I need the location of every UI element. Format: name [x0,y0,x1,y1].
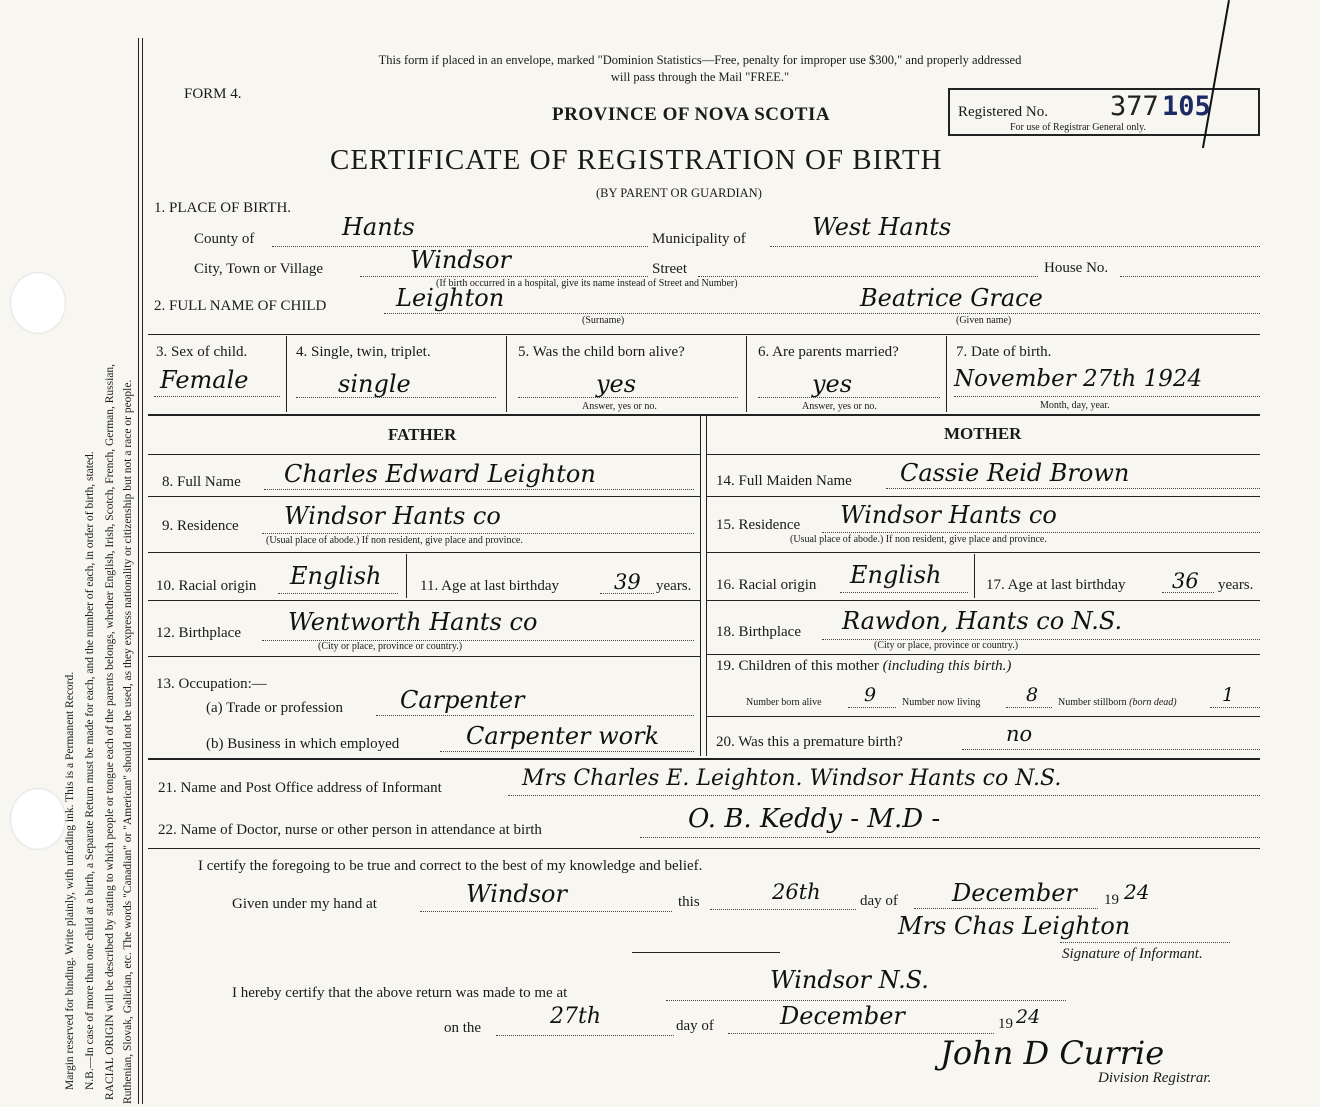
cell-divider-3 [286,336,287,412]
mother-racial-origin-line [840,592,968,593]
father-years-label: years. [656,578,692,594]
father-heading-rule [148,454,700,455]
county-value: Hants [342,213,415,241]
mother-row-rule-3 [706,600,1260,601]
occupation-label: 13. Occupation:— [156,676,267,692]
certify-day-value: 26th [772,880,821,904]
child-name-label: 2. FULL NAME OF CHILD [154,298,327,314]
born-alive-line [518,397,738,398]
father-racial-origin-line [278,593,398,594]
cell-divider-6 [946,336,947,412]
now-living-count-label: Number now living [902,697,981,708]
children-of-mother-note: (including this birth.) [882,658,1012,674]
born-alive-count-label: Number born alive [746,697,822,708]
mother-residence-line [822,532,1260,533]
hospital-note: (If birth occurred in a hospital, give its name instead of Street and Number) [436,278,738,289]
registered-number-suffix: 105 [1162,91,1211,122]
mail-notice [220,52,1180,86]
father-name-label: 8. Full Name [162,474,241,490]
trade-value: Carpenter [400,686,525,714]
municipality-label: Municipality of [652,231,746,247]
father-age-label: 11. Age at last birthday [420,578,559,594]
county-label: County of [194,231,255,247]
informant-signature-label: Signature of Informant. [1062,946,1203,962]
sex-value: Female [160,366,249,394]
cell-divider-4 [506,336,507,412]
child-given-name-value: Beatrice Grace [860,284,1043,312]
signature-line [1060,942,1230,943]
parents-divider [700,416,701,756]
child-name-line [384,313,1260,314]
trade-line [376,715,694,716]
given-at-label: Given under my hand at [232,896,377,912]
parents-married-note: Answer, yes or no. [802,401,877,412]
mother-age-label: 17. Age at last birthday [986,577,1126,593]
mail-notice-line2: will pass through the Mail "FREE." [610,70,790,84]
sex-line [154,396,280,397]
section-rule-1 [148,334,1260,335]
father-heading: FATHER [388,425,457,444]
father-birthplace-value: Wentworth Hants co [288,608,538,636]
parents-married-line [758,397,940,398]
father-residence-label: 9. Residence [162,518,239,534]
born-alive-label: 5. Was the child born alive? [518,344,685,360]
mother-birthplace-value: Rawdon, Hants co N.S. [842,607,1123,635]
informant-label: 21. Name and Post Office address of Informant [158,780,442,796]
registrar-year-prefix: 19 [998,1016,1013,1032]
mother-birthplace-label: 18. Birthplace [716,624,801,640]
division-registrar-label: Division Registrar. [1098,1070,1212,1086]
margin-rule-inner [142,38,143,1104]
born-alive-note: Answer, yes or no. [582,401,657,412]
born-alive-count-value: 9 [864,684,877,706]
city-value: Windsor [410,246,511,274]
document-title: CERTIFICATE OF REGISTRATION OF BIRTH [330,144,943,176]
father-residence-line [262,533,694,534]
stillborn-count-text: Number stillborn [1058,697,1127,708]
margin-note-multiple-births: N.B.—In case of more than one child at a birth, a Separate Return must be made for each, and the number of each, in order of birth, stated. [84,451,96,1090]
mother-row-rule-1 [706,496,1260,497]
registrar-signature: John D Currie [940,1034,1165,1072]
father-row-rule-4 [148,656,700,657]
mother-race-age-divider [974,554,975,598]
municipality-value: West Hants [812,213,952,241]
street-label: Street [652,261,687,277]
children-of-mother-text: 19. Children of this mother [716,658,879,674]
form-number: FORM 4. [184,86,242,102]
mother-birthplace-note: (City or place, province or country.) [874,640,1019,651]
father-residence-note: (Usual place of abode.) If non resident, give place and province. [266,535,523,546]
father-name-line [264,489,694,490]
margin-note-binding: Margin reserved for binding. Write plainly, with unfading ink. This is a Permanent Record. [64,671,76,1090]
mother-residence-note: (Usual place of abode.) If non resident, give place and province. [790,534,1047,545]
certify-month-value: December [952,879,1077,907]
mother-residence-label: 15. Residence [716,517,801,533]
plurality-line [296,397,496,398]
registrar-place-line [666,1000,1066,1001]
mother-residence-value: Windsor Hants co [840,501,1057,529]
on-the-label: on the [444,1020,482,1036]
premature-line [962,749,1260,750]
margin-rule [138,38,139,1104]
father-row-rule-3 [148,600,700,601]
surname-note: (Surname) [582,315,625,326]
children-of-mother-label [716,658,1011,675]
premature-value: no [1006,722,1033,746]
father-residence-value: Windsor Hants co [284,502,501,530]
registrar-day-value: 27th [550,1004,602,1029]
certify-year-value: 24 [1124,880,1150,904]
binding-hole-bottom [10,788,66,850]
father-birthplace-note: (City or place, province or country.) [318,641,463,652]
sex-label: 3. Sex of child. [156,344,248,360]
place-of-birth-heading: 1. PLACE OF BIRTH. [154,200,292,216]
given-name-note: (Given name) [956,315,1012,326]
cell-divider-5 [746,336,747,412]
born-alive-count-line [848,707,896,708]
mother-row-rule-4 [706,654,1260,655]
mother-age-value: 36 [1172,569,1199,593]
mother-years-label: years. [1218,577,1254,593]
house-number-line [1120,276,1260,277]
certification-statement: I certify the foregoing to be true and correct to the best of my knowledge and belief. [198,858,703,874]
doctor-line [640,837,1260,838]
mother-row-rule-5 [706,716,1260,717]
father-row-rule-2 [148,552,700,553]
father-row-rule-1 [148,496,700,497]
child-surname-value: Leighton [396,284,505,312]
trade-label: (a) Trade or profession [206,700,344,716]
father-name-value: Charles Edward Leighton [284,460,596,488]
business-value: Carpenter work [466,722,660,750]
doctor-value: O. B. Keddy - M.D - [688,804,941,834]
document-subtitle: (BY PARENT OR GUARDIAN) [596,186,762,200]
margin-note-racial-origin: RACIAL ORIGIN will be described by stating to which people or tongue each of the parents belongs, whether English, Irish, Scotch, French, German, Russian, [104,363,116,1100]
business-line [440,751,694,752]
registered-number-note: For use of Registrar General only. [1010,122,1146,133]
binding-hole-top [10,272,66,334]
mother-name-label: 14. Full Maiden Name [716,473,852,489]
stillborn-count-label [1058,697,1177,708]
date-of-birth-label: 7. Date of birth. [956,344,1052,360]
date-of-birth-value: November 27th 1924 [954,366,1203,392]
informant-line [508,795,1260,796]
stillborn-count-note: (born dead) [1129,697,1177,708]
municipality-line [770,246,1260,247]
mother-name-value: Cassie Reid Brown [900,459,1130,487]
certify-day-of-label: day of [860,893,898,909]
mother-racial-origin-value: English [850,561,942,589]
informant-signature: Mrs Chas Leighton [898,912,1131,940]
city-label: City, Town or Village [194,261,324,277]
registrar-year-value: 24 [1016,1006,1041,1028]
father-birthplace-label: 12. Birthplace [156,625,241,641]
stillborn-count-line [1210,707,1260,708]
parents-married-label: 6. Are parents married? [758,344,899,360]
stillborn-count-value: 1 [1222,684,1235,706]
parents-married-value: yes [812,370,853,398]
separator-line [632,952,780,953]
date-of-birth-note: Month, day, year. [1040,400,1110,411]
father-racial-origin-label: 10. Racial origin [156,578,257,594]
parents-divider-2 [706,416,707,756]
given-at-value: Windsor [466,880,567,908]
registrar-day-of-label: day of [676,1018,714,1034]
section-rule-2 [148,414,1260,416]
margin-note-racial-origin-cont: Ruthenian, Slovak, Galician, etc. The words "Canadian" or "American" should not be used, as they express nationality or citizenship but not a race or people. [122,379,134,1104]
business-label: (b) Business in which employed [206,736,400,752]
registrar-day-line [496,1035,674,1036]
province-title: PROVINCE OF NOVA SCOTIA [552,104,831,125]
house-number-label: House No. [1044,260,1109,276]
father-race-age-divider [406,554,407,598]
mother-racial-origin-label: 16. Racial origin [716,577,817,593]
street-line [698,276,1038,277]
registrar-month-value: December [780,1002,905,1030]
registrar-statement: I hereby certify that the above return was made to me at [232,985,568,1001]
section-rule-4 [148,848,1260,849]
given-at-line [420,911,672,912]
father-age-value: 39 [614,570,641,594]
plurality-label: 4. Single, twin, triplet. [296,344,431,360]
father-racial-origin-value: English [290,562,382,590]
this-label: this [678,894,700,910]
now-living-count-value: 8 [1026,684,1039,706]
mother-name-line [886,488,1260,489]
mother-row-rule-2 [706,552,1260,553]
mother-heading-rule [706,454,1260,455]
plurality-value: single [338,370,411,398]
premature-label: 20. Was this a premature birth? [716,734,903,750]
registered-number-label: Registered No. [958,104,1048,120]
now-living-count-line [1006,707,1052,708]
informant-value: Mrs Charles E. Leighton. Windsor Hants co N.S. [522,766,1062,791]
certify-year-prefix: 19 [1104,892,1119,908]
registrar-place-value: Windsor N.S. [770,966,929,994]
certify-day-line [710,909,856,910]
date-of-birth-line [954,396,1260,397]
doctor-label: 22. Name of Doctor, nurse or other person in attendance at birth [158,822,542,838]
mail-notice-line1: This form if placed in an envelope, marked "Dominion Statistics—Free, penalty for improper use $300," and properly addressed [378,53,1022,67]
mother-heading: MOTHER [944,424,1022,443]
city-line [360,276,648,277]
registered-number-prefix: 377 [1110,91,1159,122]
born-alive-value: yes [596,370,637,398]
certify-month-line [914,908,1098,909]
section-rule-3 [148,758,1260,760]
